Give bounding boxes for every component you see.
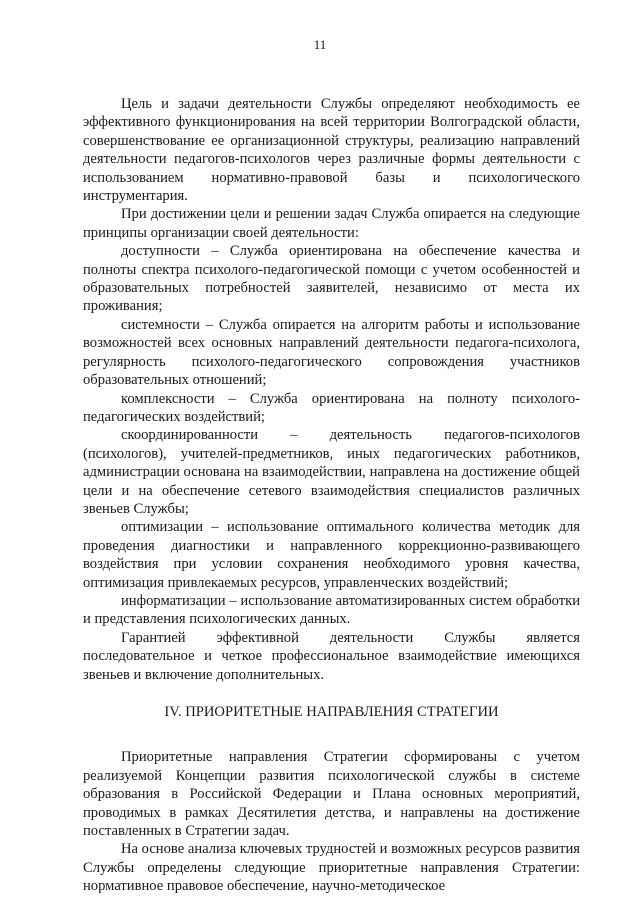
section-heading: IV. ПРИОРИТЕТНЫЕ НАПРАВЛЕНИЯ СТРАТЕГИИ bbox=[164, 704, 499, 720]
principle-systemic: системности – Служба опирается на алгоритм работы и использование возможностей всех основных направлений деятельности педагога-психолога, регулярность психолого-педагогического сопровождения участников образовательных отношений; bbox=[83, 316, 580, 389]
principle-coordination: скоординированности – деятельность педагогов-психологов (психологов), учителей-предметников, иных педагогических работников, администрации основана на взаимодействии, направлена на достижение общей цели и на обеспечение сетевого взаимодействия специалистов различных звеньев Службы; bbox=[83, 427, 580, 517]
principle-complexity: комплексности – Служба ориентирована на полноту психолого-педагогических воздействий; bbox=[83, 390, 580, 425]
paragraph-analysis: На основе анализа ключевых трудностей и возможных ресурсов развития Службы определены следующие приоритетные направления Стратегии: нормативное правовое обеспечение, научно-методическое bbox=[83, 841, 581, 895]
paragraph-guarantee: Гарантией эффективной деятельности Службы является последовательное и четкое профессиональное взаимодействие имеющихся звеньев и включение дополнительных. bbox=[83, 629, 580, 683]
paragraph-goals: Цель и задачи деятельности Службы определяют необходимость ее эффективного функционирования на всей территории Волгоградской области, совершенствование ее организационной структуры, реализацию направлений деятельности педагогов-психологов через различные формы деятельности с использованием нормативно-правовой базы и психологического инструментария. bbox=[83, 96, 580, 205]
principle-optimization: оптимизации – использование оптимального количества методик для проведения диагностики и направленного коррекционно-развивающего воздействия при условии сохранения необходимого уровня качества, оптимизация привлекаемых ресурсов, управленческих воздействий; bbox=[83, 519, 580, 591]
page-number: 11 bbox=[313, 37, 327, 52]
principle-informatization: информатизации – использование автоматизированных систем обработки и представления психологических данных. bbox=[83, 592, 580, 628]
paragraph-priority-directions: Приоритетные направления Стратегии сформированы с учетом реализуемой Концепции развития психологической службы в системе образования в Российской Федерации и Плана основных мероприятий, проводимых в рамках Десятилетия детства, и направлены на достижение поставленных в Стратегии задач. bbox=[83, 749, 580, 840]
principle-accessibility: доступности – Служба ориентирована на обеспечение качества и полноты спектра психолого-педагогической помощи с учетом особенностей и образовательных потребностей заявителей, независимо от места их проживания; bbox=[83, 243, 580, 315]
document-body bbox=[83, 95, 580, 896]
paragraph-principles-intro: При достижении цели и решении задач Служба опирается на следующие принципы организации своей деятельности: bbox=[83, 206, 580, 241]
